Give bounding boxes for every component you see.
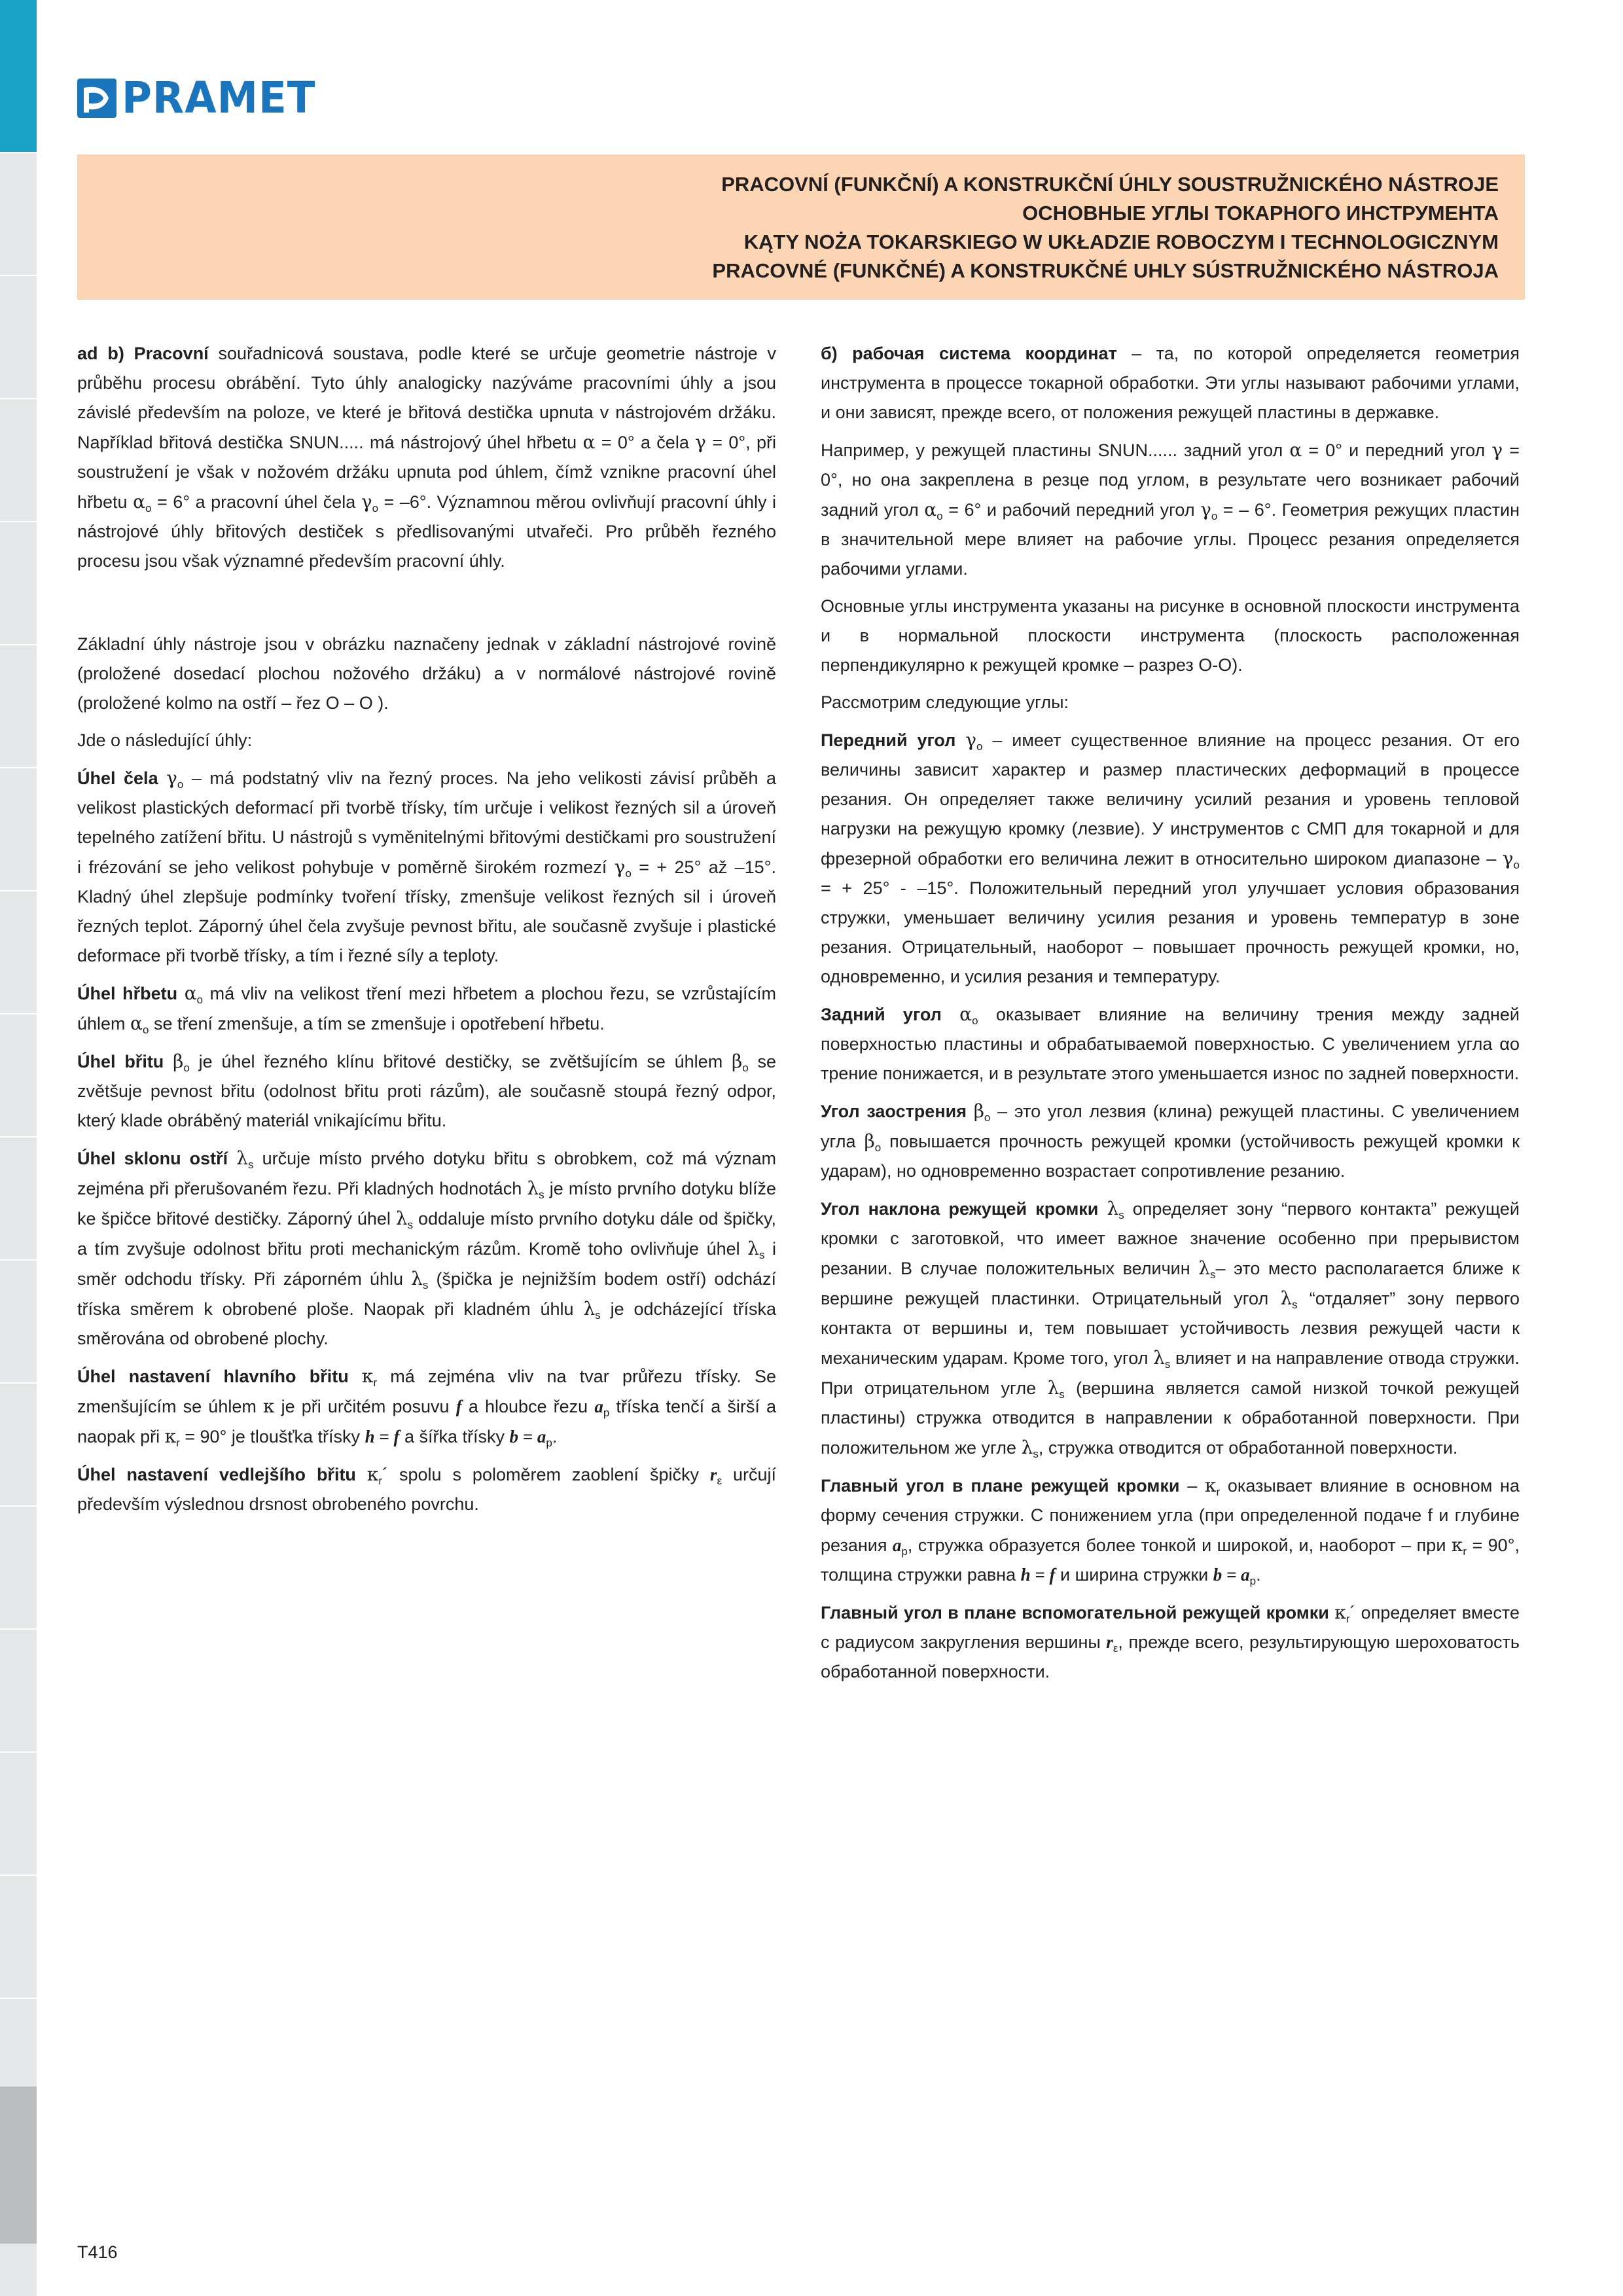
pramet-logo-mark-icon: [77, 79, 116, 118]
paragraph-rake-angle: Úhel čela $\gamma_o$ – má podstatný vliv na řezný proces. Na jeho velikosti závisí průběh a velikost plastických deformací při tvorbě třísky, tím určuje i velikost řezných sil a úroveň tepelného zatížení břitu. U nástrojů s vyměnitelnými břitovými destičkami pro soustružení i frézování se jeho velikost pohybuje v poměrně širokém rozmezí $\gamma_o$ = + 25° až –15°. Kladný úhel zlepšuje podmínky tvoření třísky, zmenšuje velikost řezných sil i úroveň řezných teplot. Záporný úhel čela zvyšuje pevnost břitu, ale současně zvyšuje i plastické deformace při tvorbě třísky, a tím i řezné síly a teploty.: [77, 767, 776, 965]
paragraph-major-cutting-edge-angle: Úhel nastavení hlavního břitu $\kappa_r$ má zejména vliv na tvar průřezu třísky. Se zmenšujícím se úhlem κ je při určitém posuvu f a hloubce řezu $a_p$ tříska tenčí a širší a naopak při $\kappa_r = 90^\circ$ je tloušťka třísky h = f a šířka třísky $b = a_p$.: [77, 1365, 776, 1449]
current-section-tab: [0, 2087, 37, 2244]
paragraph: Например, у режущей пластины SNUN...... задний угол α = 0° и передний угол γ = 0°, но она закреплена в резце под углом, в результате чего возникает рабочий задний угол $\alpha_o = 6^\circ$ и рабочий передний угол $\gamma_o$ = – 6°. Геометрия режущих пластин в значительной мере влияет на рабочие углы. Процесс резания определяется рабочими углами.: [821, 439, 1520, 579]
paragraph-lead: ad b) Pracovní: [77, 344, 209, 363]
right-column-ru: [821, 339, 1520, 1695]
paragraph-wedge-angle: Úhel břitu $\beta_o$ je úhel řezného klínu břitové destičky, se zvětšujícím se úhlem $\beta_o$ se zvětšuje pevnost břitu (odolnost břitu proti rázům), ale současně stoupá řezný odpor, který klade obráběný materiál vnikajícímu břitu.: [77, 1050, 776, 1130]
tab-divider: [0, 1136, 37, 1138]
paragraph-wedge-angle: Угол заострения $\beta_o$ – это угол лезвия (клина) режущей пластины. С увеличением угла $\beta_o$ повышается прочность режущей кромки (устойчивость режущей кромки к ударам), но одновременно возрастает сопротивление резанию.: [821, 1100, 1520, 1181]
paragraph: б) рабочая система координат – та, по которой определяется геометрия инструмента в процессе токарной обработки. Эти углы называют рабочими углами, и они зависят, прежде всего, от положения режущей пластины в державке.: [821, 344, 1520, 422]
tab-divider: [0, 1505, 37, 1507]
paragraph: Рассмотрим следующие углы:: [821, 692, 1069, 712]
title-line-cz: PRACOVNÍ (FUNKČNÍ) A KONSTRUKČNÍ ÚHLY SOUSTRUŽNICKÉHO NÁSTROJE: [721, 173, 1499, 196]
tab-divider: [0, 1259, 37, 1261]
paragraph-minor-cutting-edge-angle: Главный угол в плане вспомогательной режущей кромки $\kappa_r´$ определяет вместе с радиусом закругления вершины $r_\varepsilon$, прежде всего, результирующую шероховатость обработанной поверхности.: [821, 1602, 1520, 1681]
tab-divider: [0, 767, 37, 768]
title-band: [77, 154, 1525, 300]
tab-divider: [0, 644, 37, 645]
paragraph-inclination-angle: Úhel sklonu ostří $\lambda_s$ určuje místo prvého dotyku břitu s obrobkem, což má význam zejména při přerušovaném řezu. Při kladných hodnotách $\lambda_s$ je místo prvního dotyku blíže ke špičce břitové destičky. Záporný úhel $\lambda_s$ oddaluje místo prvního dotyku dále od špičky, a tím zvyšuje odolnost břitu proti mechanickým rázům. Kromě toho ovlivňuje úhel $\lambda_s$ i směr odchodu třísky. Při záporném úhlu $\lambda_s$ (špička je nejnižším bodem ostří) odchází tříska směrem k obrobené ploše. Naopak při kladném úhlu $\lambda_s$ je odcházející tříska směrována od obrobené plochy.: [77, 1147, 777, 1348]
left-column-cz: [77, 339, 776, 1527]
title-line-pl: KĄTY NOŻA TOKARSKIEGO W UKŁADZIE ROBOCZYM I TECHNOLOGICZNYM: [743, 230, 1499, 253]
paragraph: Основные углы инструмента указаны на рисунке в основной плоскости инструмента и в нормальной плоскости инструмента (плоскость расположенная перпендикулярно к режущей кромке – разрез О-О).: [821, 596, 1520, 675]
title-line-sk: PRACOVNÉ (FUNKČNÉ) A KONSTRUKČNÉ UHLY SÚSTRUŽNICKÉHO NÁSTROJA: [712, 259, 1499, 282]
paragraph-rake-angle: Передний угол $\gamma_o$ – имеет существенное влияние на процесс резания. От его величины зависит характер и размер пластических деформаций в процессе резания. Он определяет также величину усилий резания и уровень тепловой нагрузки на режущую кромку (лезвие). У инструментов с СМП для токарной и для фрезерной обработки его величина лежит в относительно широком диапазоне – $\gamma_o$ = + 25° - –15°. Положительный передний угол улучшает условия образования стружки, уменьшает величину усилия резания и уровень температур в зоне резания. Отрицательный, наоборот – повышает прочность режущей кромки, но, одновременно, и усилия резания и температуру.: [821, 729, 1520, 986]
page-number: T416: [77, 2242, 118, 2262]
paragraph-clearance-angle: Задний угол $\alpha_o$ оказывает влияние на величину трения между задней поверхностью пластины и обрабатываемой поверхностью. С увеличением угла αo трение понижается, и в результате этого уменьшается износ по задней поверхности.: [821, 1003, 1520, 1083]
tab-divider: [0, 275, 37, 276]
tab-divider: [0, 1013, 37, 1014]
paragraph: Jde o následující úhly:: [77, 730, 253, 750]
tab-divider: [0, 1998, 37, 1999]
paragraph: Základní úhly nástroje jsou v obrázku naznačeny jednak v základní nástrojové rovině (proložené dosedací plochou nožového držáku) a v normálové nástrojové rovině (proložené kolmo na ostří – řez O – O ).: [77, 634, 776, 713]
paragraph: ad b) Pracovní souřadnicová soustava, podle které se určuje geometrie nástroje v průběhu procesu obrábění. Tyto úhly analogicky nazýváme pracovními úhly a jsou závislé především na poloze, ve které je břitová destička upnuta v nástrojovém držáku. Například břitová destička SNUN..... má nástrojový úhel hřbetu α = 0° a čela γ = 0°, při soustružení je však v nožovém držáku upnuta pod úhlem, čímž vznikne pracovní úhel hřbetu $\alpha_o = 6^\circ$ a pracovní úhel čela $\gamma_o = -6^\circ$. Významnou měrou ovlivňují pracovní úhly i nástrojové úhly břitových destiček s předlisovanými utvařeči. Pro průběh řezného procesu jsou však významné především pracovní úhly.: [77, 344, 777, 571]
pramet-logo: [77, 73, 326, 123]
paragraph-minor-cutting-edge-angle: Úhel nastavení vedlejšího břitu $\kappa_r´$ spolu s poloměrem zaoblení špičky $r_\varepsilon$ určují především výslednou drsnost obrobeného povrchu.: [77, 1463, 776, 1514]
paragraph-inclination-angle: Угол наклона режущей кромки $\lambda_s$ определяет зону “первого контакта” режущей кромки с заготовкой, что имеет важное значение особенно при прерывистом резании. В случае положительных величин $\lambda_s-$ это место располагается ближе к вершине режущей пластинки. Отрицательный угол $\lambda_s$ “отдаляет” зону первого контакта от вершины и, тем повышает устойчивость лезвия режущей части к механическим ударам. Кроме того, угол $\lambda_s$ влияет и на направление отвода стружки. При отрицательном угле $\lambda_s$ (вершина является самой низкой точкой режущей пластины) стружка отводится в направлении к обработанной поверхности. При положительном же угле $\lambda_s$, стружка отводится от обработанной поверхности.: [821, 1198, 1520, 1460]
logo-text: PRAMET: [122, 73, 316, 123]
tab-divider: [0, 890, 37, 891]
tab-divider: [0, 152, 37, 153]
tab-divider: [0, 398, 37, 399]
tab-divider: [0, 1751, 37, 1753]
side-tab-strip: [0, 0, 37, 2296]
tab-divider: [0, 521, 37, 522]
title-lines: [712, 170, 1499, 285]
paragraph-clearance-angle: Úhel hřbetu $\alpha_o$ má vliv na velikost tření mezi hřbetem a plochou řezu, se vzrůstajícím úhlem $\alpha_o$ se tření zmenšuje, a tím se zmenšuje i opotřebení hřbetu.: [77, 982, 776, 1036]
tab-divider: [0, 1382, 37, 1384]
active-tab-accent: [0, 0, 37, 152]
tab-divider: [0, 1874, 37, 1876]
title-line-ru: ОСНОВНЫЕ УГЛЫ ТОКАРНОГО ИНСТРУМЕНТА: [1022, 202, 1499, 224]
paragraph-major-cutting-edge-angle: Главный угол в плане режущей кромки – $\kappa_r$ оказывает влияние в основном на форму сечения стружки. С понижением угла (при определенной подаче f и глубине резания $a_p$, стружка образуется более тонкой и широкой, и, наоборот – при $\kappa_r = 90^\circ$, толщина стружки равна h = f и ширина стружки $b = a_p$.: [821, 1475, 1520, 1587]
tab-divider: [0, 1628, 37, 1630]
